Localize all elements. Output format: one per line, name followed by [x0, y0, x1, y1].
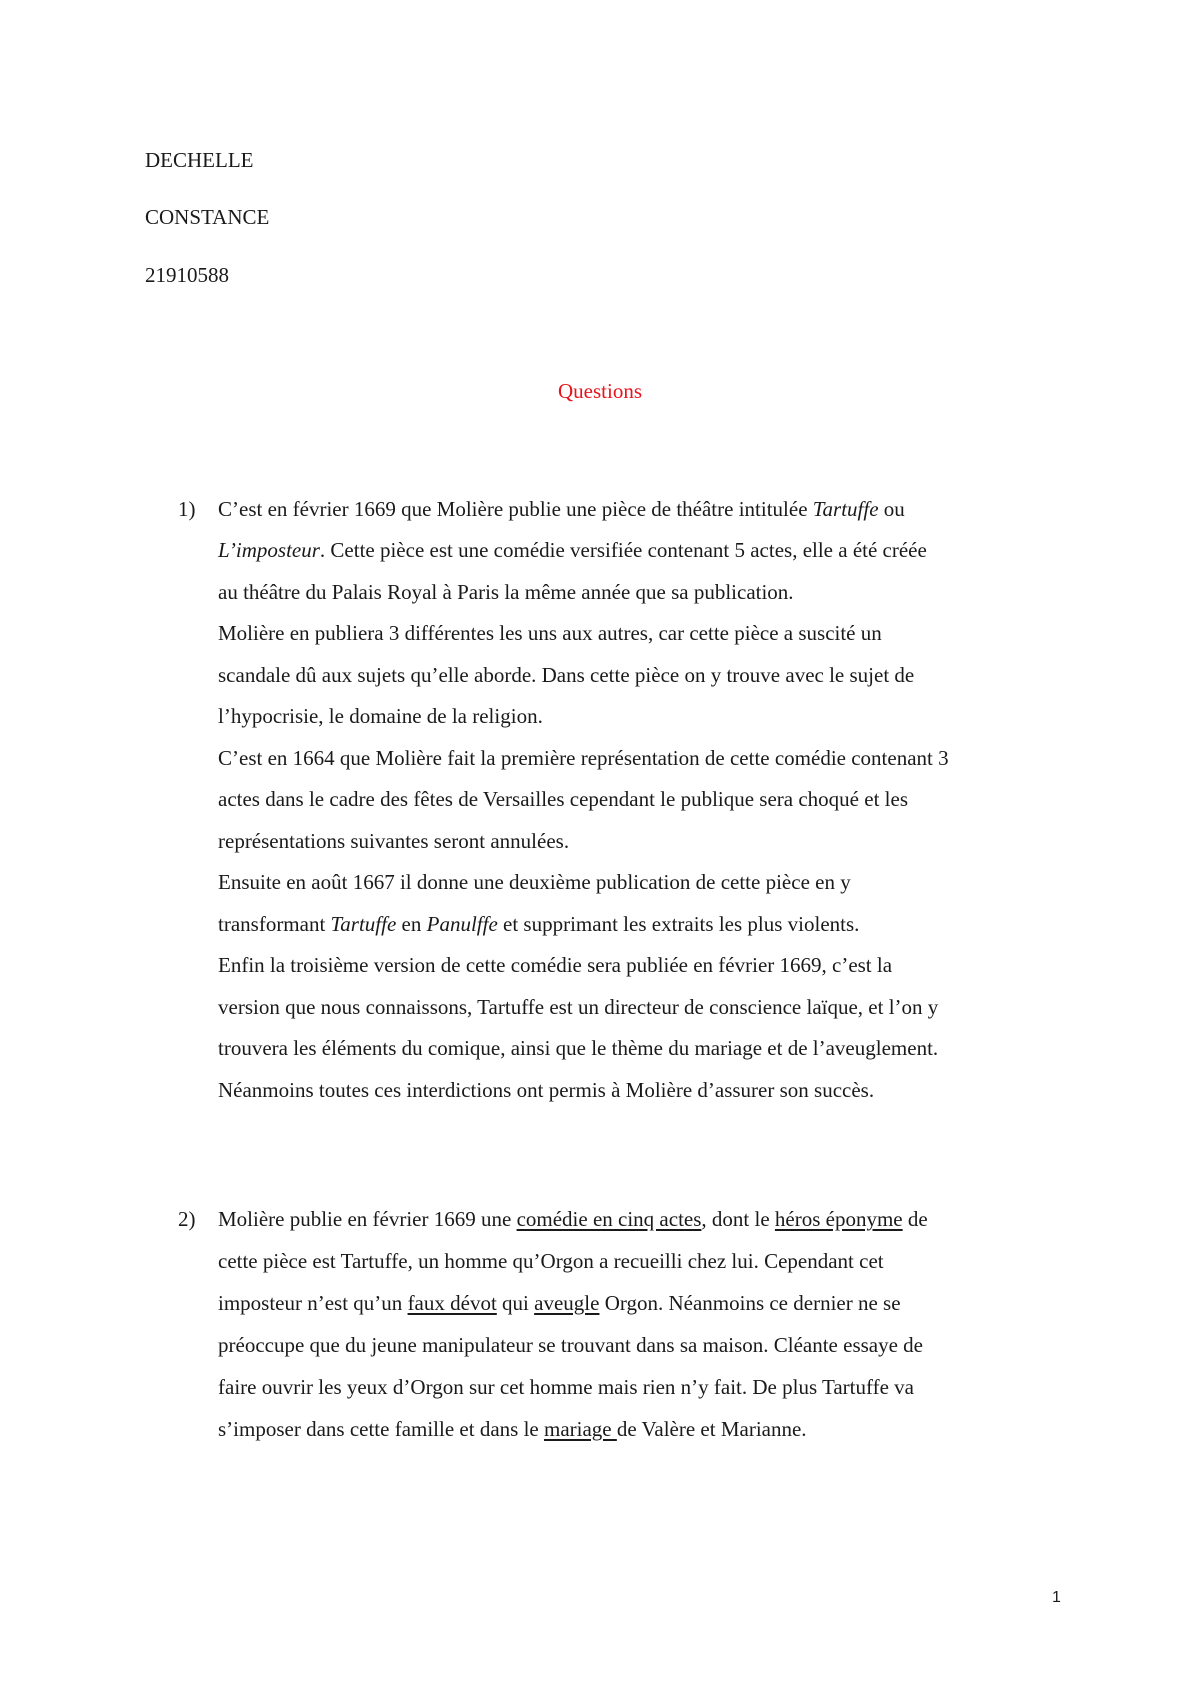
question-2-line: préoccupe que du jeune manipulateur se trouvant dans sa maison. Cléante essaye de — [218, 1333, 924, 1357]
question-1-line: L’imposteur. Cette pièce est une comédie versifiée contenant 5 actes, elle a été créée — [218, 538, 927, 562]
author-first-name: CONSTANCE — [145, 205, 270, 229]
question-2-line: Molière publie en février 1669 une comédie en cinq actes, dont le héros éponyme de — [218, 1207, 928, 1231]
question-1-line: Ensuite en août 1667 il donne une deuxième publication de cette pièce en y — [218, 870, 851, 894]
question-1-line: version que nous connaissons, Tartuffe est un directeur de conscience laïque, et l’on y — [218, 995, 939, 1019]
question-1-line: C’est en 1664 que Molière fait la première représentation de cette comédie contenant 3 — [218, 746, 949, 770]
question-1-line: transformant Tartuffe en Panulffe et supprimant les extraits les plus violents. — [218, 912, 860, 936]
question-1-line: scandale dû aux sujets qu’elle aborde. Dans cette pièce on y trouve avec le sujet de — [218, 663, 915, 687]
question-1-line: Molière en publiera 3 différentes les uns aux autres, car cette pièce a suscité un — [218, 621, 882, 645]
question-1-line: Néanmoins toutes ces interdictions ont permis à Molière d’assurer son succès. — [218, 1078, 875, 1102]
question-2-number: 2) — [178, 1207, 196, 1231]
question-1-line: C’est en février 1669 que Molière publie une pièce de théâtre intitulée Tartuffe ou — [218, 497, 905, 521]
question-1-number: 1) — [178, 497, 196, 521]
question-1-line: actes dans le cadre des fêtes de Versailles cependant le publique sera choqué et les — [218, 787, 908, 811]
question-1-line: trouvera les éléments du comique, ainsi que le thème du mariage et de l’aveuglement. — [218, 1036, 939, 1060]
question-2-line: imposteur n’est qu’un faux dévot qui aveugle Orgon. Néanmoins ce dernier ne se — [218, 1291, 901, 1315]
student-number: 21910588 — [145, 263, 229, 287]
question-2-line: faire ouvrir les yeux d’Orgon sur cet homme mais rien n’y fait. De plus Tartuffe va — [218, 1375, 914, 1399]
question-1-line: au théâtre du Palais Royal à Paris la même année que sa publication. — [218, 580, 794, 604]
section-title: Questions — [558, 379, 642, 403]
page-number: 1 — [1052, 1589, 1061, 1606]
question-1-line: Enfin la troisième version de cette comédie sera publiée en février 1669, c’est la — [218, 953, 893, 977]
question-1-line: représentations suivantes seront annulées. — [218, 829, 570, 853]
question-1-line: l’hypocrisie, le domaine de la religion. — [218, 704, 543, 728]
question-2-line: cette pièce est Tartuffe, un homme qu’Orgon a recueilli chez lui. Cependant cet — [218, 1249, 884, 1273]
author-last-name: DECHELLE — [145, 148, 254, 172]
question-2-line: s’imposer dans cette famille et dans le mariage de Valère et Marianne. — [218, 1417, 807, 1441]
